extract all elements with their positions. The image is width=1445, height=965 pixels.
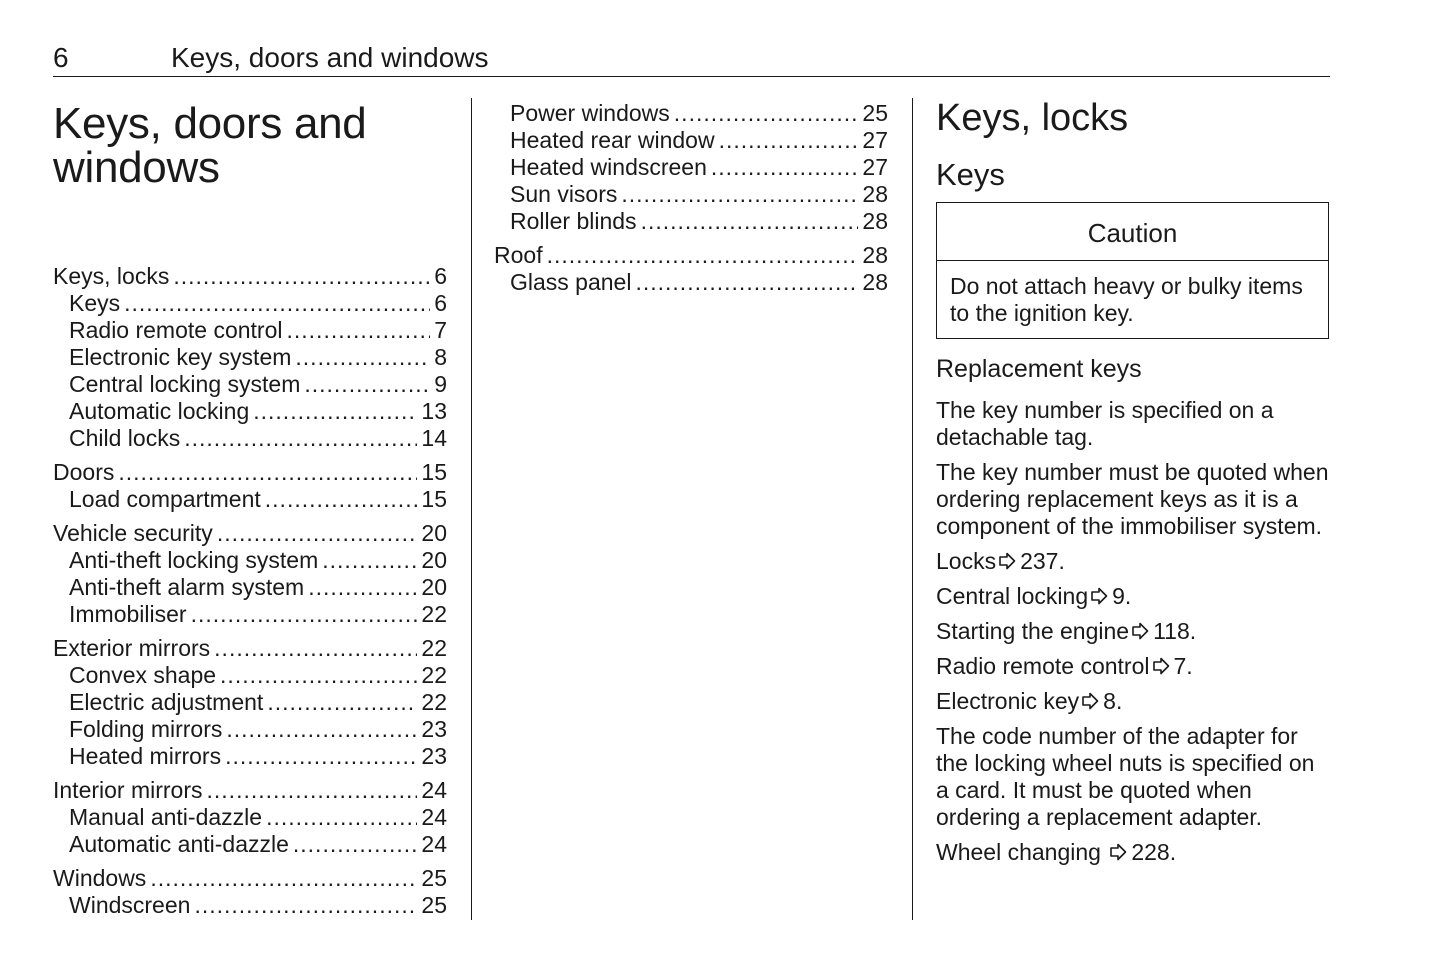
- leader-dots: [253, 398, 417, 425]
- toc-entry-page: 22: [421, 635, 447, 661]
- leader-dots: [308, 574, 417, 601]
- toc-entry-page: 14: [421, 425, 447, 451]
- toc-chapter-entry[interactable]: [53, 635, 447, 662]
- toc-entry-page: 25: [421, 865, 447, 891]
- leader-dots: [304, 371, 430, 398]
- toc-column-1: [53, 96, 447, 919]
- toc-entry-label: Glass panel: [510, 269, 632, 295]
- cross-reference[interactable]: Starting the engine 118.: [936, 618, 1197, 644]
- toc-entry-page: 24: [421, 804, 447, 830]
- toc-entry[interactable]: [53, 486, 447, 513]
- toc-entry-label: Central locking system: [69, 371, 301, 397]
- arrow-right-icon: [1109, 843, 1127, 861]
- toc-entry-page: 27: [862, 127, 888, 153]
- leader-dots: [184, 425, 417, 452]
- toc-entry-label: Immobiliser: [69, 601, 187, 627]
- toc-entry[interactable]: [53, 398, 447, 425]
- leader-dots: [214, 635, 417, 662]
- toc-entry-label: Child locks: [69, 425, 181, 451]
- leader-dots: [265, 486, 418, 513]
- arrow-right-icon: [1090, 587, 1108, 605]
- toc-entry-page: 20: [421, 520, 447, 546]
- toc-chapter-entry[interactable]: [53, 865, 447, 892]
- leader-dots: [194, 892, 417, 919]
- leader-dots: [226, 716, 417, 743]
- toc-entry-page: 13: [421, 398, 447, 424]
- leader-dots: [124, 290, 430, 317]
- toc-entry-label: Roller blinds: [510, 208, 637, 234]
- toc-entry-label: Load compartment: [69, 486, 261, 512]
- toc-entry-page: 28: [862, 269, 888, 295]
- toc-entry[interactable]: [53, 290, 447, 317]
- leader-dots: [641, 208, 859, 235]
- section-title: Keys, locks: [936, 97, 1129, 139]
- leader-dots: [225, 743, 417, 770]
- caution-box: [936, 202, 1329, 339]
- toc-entry-label: Heated windscreen: [510, 154, 707, 180]
- toc-entry-label: Keys, locks: [53, 263, 170, 289]
- arrow-right-icon: [1131, 622, 1149, 640]
- toc-entry[interactable]: [53, 344, 447, 371]
- leader-dots: [719, 127, 859, 154]
- toc-entry[interactable]: [53, 804, 447, 831]
- toc-entry-page: 28: [862, 242, 888, 268]
- toc-entry-page: 22: [421, 662, 447, 688]
- leader-dots: [293, 831, 418, 858]
- toc-entry-label: Automatic locking: [69, 398, 250, 424]
- toc-entry-label: Radio remote control: [69, 317, 283, 343]
- leader-dots: [207, 777, 418, 804]
- toc-entry-label: Folding mirrors: [69, 716, 223, 742]
- cross-reference[interactable]: Central locking 9.: [936, 583, 1132, 609]
- replacement-keys-heading: Replacement keys: [936, 355, 1142, 383]
- toc-entry[interactable]: [53, 662, 447, 689]
- toc-entry-page: 9: [434, 371, 447, 397]
- toc-entry-page: 22: [421, 601, 447, 627]
- subsection-title: Keys: [936, 157, 1005, 192]
- leader-dots: [287, 317, 431, 344]
- cross-reference[interactable]: Locks 237.: [936, 548, 1065, 574]
- toc-entry-label: Sun visors: [510, 181, 618, 207]
- running-title: Keys, doors and windows: [171, 42, 489, 73]
- toc-entry-page: 28: [862, 208, 888, 234]
- toc-entry-page: 25: [421, 892, 447, 918]
- leader-dots: [173, 263, 430, 290]
- arrow-right-icon: [1152, 657, 1170, 675]
- toc-entry[interactable]: [53, 574, 447, 601]
- toc-entry-label: Roof: [494, 242, 543, 268]
- toc-entry[interactable]: [494, 181, 888, 208]
- toc-entry-page: 23: [421, 716, 447, 742]
- toc-entry[interactable]: [53, 716, 447, 743]
- page-header: [53, 40, 1330, 77]
- leader-dots: [322, 547, 417, 574]
- toc-entry[interactable]: [53, 371, 447, 398]
- toc-entry-label: Keys: [69, 290, 121, 316]
- toc-chapter-entry[interactable]: [494, 242, 888, 269]
- leader-dots: [295, 344, 430, 371]
- toc-entry-page: 24: [421, 777, 447, 803]
- toc-entry-page: 6: [434, 263, 447, 289]
- toc-chapter-entry[interactable]: [53, 459, 447, 486]
- content-column: [936, 96, 1330, 874]
- toc-entry-page: 8: [434, 344, 447, 370]
- leader-dots: [220, 662, 417, 689]
- toc-entry-page: 20: [421, 574, 447, 600]
- toc-entry-page: 7: [434, 317, 447, 343]
- toc-entry[interactable]: [53, 547, 447, 574]
- toc-entry-label: Exterior mirrors: [53, 635, 211, 661]
- table-of-contents: [53, 263, 447, 919]
- toc-entry[interactable]: [53, 425, 447, 452]
- toc-entry[interactable]: [53, 601, 447, 628]
- leader-dots: [674, 100, 859, 127]
- paragraph: The code number of the adapter for the locking wheel nuts is specified on a card. It must be quoted when ordering a replacement adapter.: [936, 723, 1315, 830]
- caution-heading: Caution: [937, 203, 1328, 261]
- table-of-contents-continued: [494, 100, 888, 296]
- toc-chapter-entry[interactable]: [53, 777, 447, 804]
- toc-entry-label: Heated rear window: [510, 127, 715, 153]
- cross-reference[interactable]: Wheel changing 228.: [936, 839, 1177, 865]
- toc-entry-label: Anti-theft locking system: [69, 547, 319, 573]
- toc-entry-label: Windscreen: [69, 892, 191, 918]
- chapter-title: Keys, doors and windows: [53, 99, 367, 192]
- toc-chapter-entry[interactable]: [53, 263, 447, 290]
- arrow-right-icon: [1081, 692, 1099, 710]
- toc-entry-label: Manual anti-dazzle: [69, 804, 263, 830]
- cross-reference[interactable]: Radio remote control 7.: [936, 653, 1193, 679]
- toc-entry-label: Electric adjustment: [69, 689, 264, 715]
- leader-dots: [150, 865, 417, 892]
- leader-dots: [118, 459, 417, 486]
- toc-entry[interactable]: [53, 689, 447, 716]
- toc-entry-page: 25: [862, 100, 888, 126]
- leader-dots: [191, 601, 418, 628]
- toc-entry-label: Windows: [53, 865, 147, 891]
- toc-entry-page: 15: [421, 459, 447, 485]
- leader-dots: [711, 154, 859, 181]
- toc-entry-page: 27: [862, 154, 888, 180]
- column-divider: [471, 98, 472, 920]
- cross-references: [936, 548, 1330, 715]
- toc-entry-page: 22: [421, 689, 447, 715]
- toc-entry[interactable]: [494, 127, 888, 154]
- toc-entry-page: 20: [421, 547, 447, 573]
- leader-dots: [217, 520, 418, 547]
- toc-entry-page: 23: [421, 743, 447, 769]
- toc-entry[interactable]: [494, 154, 888, 181]
- toc-entry[interactable]: [53, 317, 447, 344]
- toc-entry[interactable]: [53, 892, 447, 919]
- leader-dots: [547, 242, 859, 269]
- toc-entry[interactable]: [494, 100, 888, 127]
- toc-entry-page: 6: [434, 290, 447, 316]
- arrow-right-icon: [998, 552, 1016, 570]
- toc-entry-label: Interior mirrors: [53, 777, 203, 803]
- toc-entry-label: Vehicle security: [53, 520, 213, 546]
- page-number: 6: [53, 42, 69, 73]
- toc-entry-label: Automatic anti-dazzle: [69, 831, 289, 857]
- toc-entry-page: 15: [421, 486, 447, 512]
- toc-entry[interactable]: [494, 269, 888, 296]
- toc-column-2: [494, 96, 888, 296]
- toc-entry-label: Doors: [53, 459, 115, 485]
- toc-entry-label: Convex shape: [69, 662, 217, 688]
- toc-entry-page: 28: [862, 181, 888, 207]
- leader-dots: [267, 689, 417, 716]
- paragraph: The key number must be quoted when ordering replacement keys as it is a component of the immobiliser system.: [936, 459, 1329, 539]
- column-divider: [912, 98, 913, 920]
- toc-entry[interactable]: [53, 743, 447, 770]
- toc-entry-label: Anti-theft alarm system: [69, 574, 305, 600]
- toc-entry-label: Heated mirrors: [69, 743, 222, 769]
- cross-reference[interactable]: Electronic key 8.: [936, 688, 1123, 714]
- toc-entry[interactable]: [53, 831, 447, 858]
- caution-text: Do not attach heavy or bulky items to the ignition key.: [950, 273, 1303, 326]
- toc-entry[interactable]: [494, 208, 888, 235]
- leader-dots: [266, 804, 417, 831]
- toc-chapter-entry[interactable]: [53, 520, 447, 547]
- toc-entry-label: Electronic key system: [69, 344, 292, 370]
- leader-dots: [621, 181, 858, 208]
- toc-entry-label: Power windows: [510, 100, 670, 126]
- paragraph: The key number is specified on a detachable tag.: [936, 397, 1274, 450]
- leader-dots: [635, 269, 858, 296]
- toc-entry-page: 24: [421, 831, 447, 857]
